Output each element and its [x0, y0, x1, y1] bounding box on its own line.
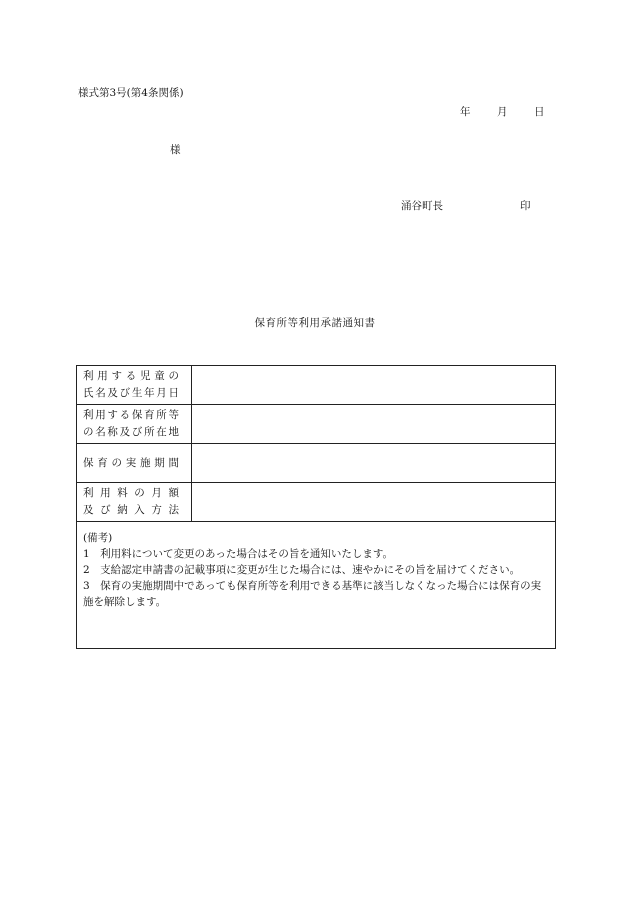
seal-mark: 印	[520, 200, 531, 212]
row-label-line2: 氏名及び生年月日	[83, 387, 179, 399]
notes-heading: (備考)	[83, 532, 113, 544]
row-label	[77, 405, 192, 444]
notes-item: 1 利用料について変更のあった場合はその旨を通知いたします。	[83, 548, 394, 560]
row-value[interactable]	[192, 444, 556, 483]
row-value[interactable]	[192, 405, 556, 444]
date-day: 日	[534, 106, 545, 118]
table-row	[77, 483, 556, 522]
row-label-line1: 利用料の月額	[83, 487, 179, 499]
row-label-line1: 利用する児童の	[83, 370, 179, 382]
row-label-line1: 利用する保育所等	[83, 409, 179, 421]
notes-row	[77, 522, 556, 649]
table-row	[77, 444, 556, 483]
addressee-suffix: 様	[170, 144, 181, 156]
row-label-line2: 及び納入方法	[83, 504, 179, 516]
notes-item: 2 支給認定申請書の記載事項に変更が生じた場合には、速やかにその旨を届けてください。	[83, 564, 521, 576]
notes-item: 3 保育の実施期間中であっても保育所等を利用できる基準に該当しなくなった場合には保育の実施を解除します。	[83, 580, 542, 608]
date-month: 月	[497, 106, 508, 118]
row-label-line1: 保育の実施期間	[83, 456, 179, 469]
table-row	[77, 366, 556, 405]
table-row	[77, 405, 556, 444]
row-label	[77, 444, 192, 483]
row-value[interactable]	[192, 366, 556, 405]
row-value[interactable]	[192, 483, 556, 522]
row-label	[77, 483, 192, 522]
date-year: 年	[460, 106, 471, 118]
notes-cell	[77, 522, 556, 649]
row-label	[77, 366, 192, 405]
form-number: 様式第3号(第4条関係)	[78, 87, 184, 99]
notice-table	[76, 365, 556, 649]
date-line	[460, 104, 545, 119]
document-title: 保育所等利用承諾通知書	[254, 317, 376, 329]
row-label-line2: の名称及び所在地	[83, 426, 179, 438]
sender-name: 涌谷町長	[401, 200, 443, 212]
